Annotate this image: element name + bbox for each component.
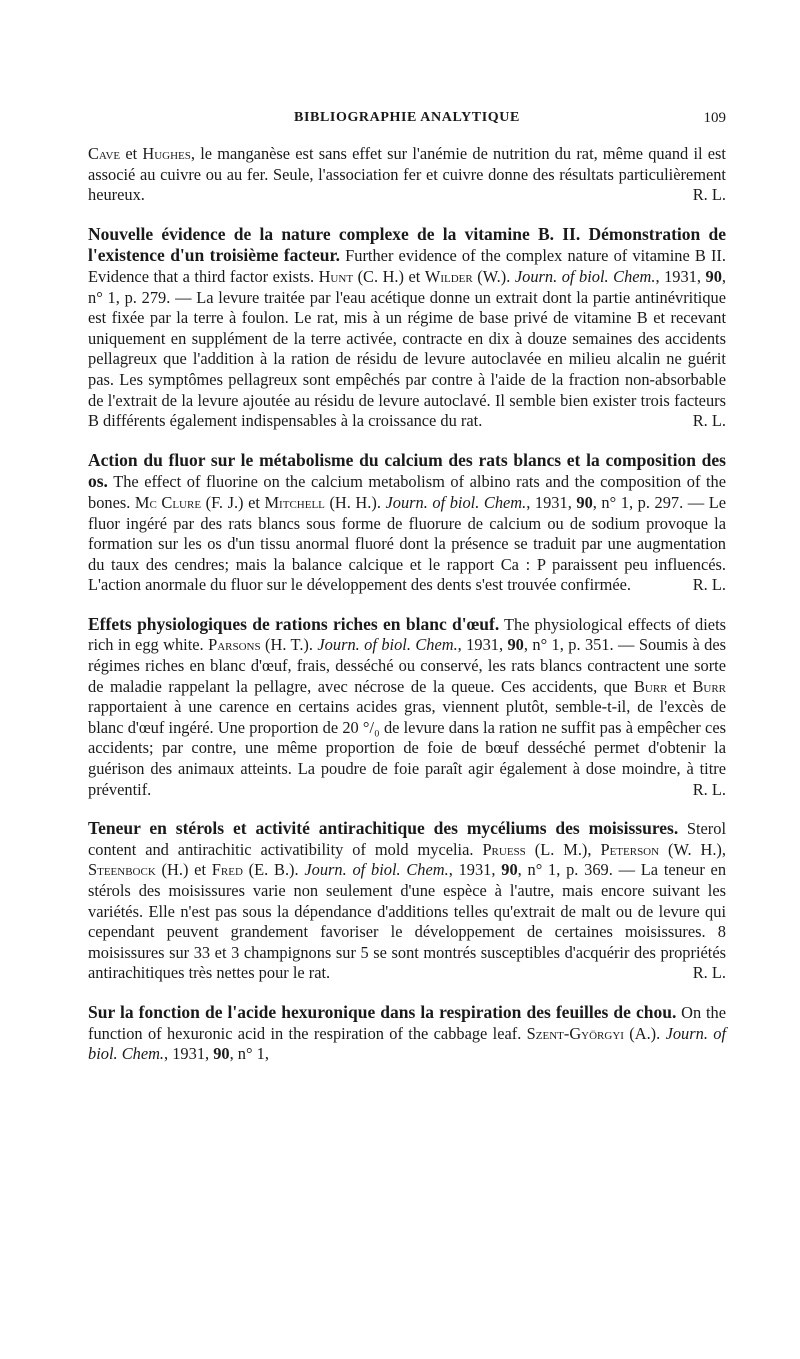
journal-name: Journ. of biol. Chem. [304,860,449,880]
entry-heading: Effets physiologiques de rations riches en blanc d'œuf. [88,613,500,634]
abstract-entry [88,450,726,596]
journal-name: Journ. of biol. Chem. [385,492,527,512]
volume-number: 90 [507,635,524,655]
abstract-body: Action du fluor sur le métabolisme du calcium des rats blancs et la composition des os. The effect of fluorine on the calcium metabolism of albino rats and the composition of the bones. Mc Clure (F. J.) et Mitchell (H. H.). Journ. of biol. Chem., 1931, 90, n° 1, p. 297. — Le fluor ingéré par des rats blancs sous forme de fluorure de calcium ou de sodium provoque la formation sur les os d'un tissu anormal fluoré dont la présence se traduit par une augmentation du taux des cendres; mais la balance calcique et le rapport Ca : P paraissent peu influencés. L'action anormale du fluor sur le développement des dents s'est trouvée confirmée. R. L. [88,449,727,595]
entry-heading: Teneur en stérols et activité antirachitique des mycéliums des moisissures. [88,818,679,839]
author-name: Steenbock [88,860,156,880]
abstract-entry [88,224,726,432]
author-name: Wilder [424,266,473,286]
abstract-entry-continuation [88,144,726,206]
entry-heading: Sur la fonction de l'acide hexuronique dans la respiration des feuilles de chou. [88,1001,677,1022]
abstract-body: Teneur en stérols et activité antirachitique des mycéliums des moisissures. Sterol content and antirachitic activatibility of mold mycelia. Pruess (L. M.), Peterson (W. H.), Steenbock (H.) et Fred (E. B.). Journ. of biol. Chem., 1931, 90, n° 1, p. 369. — La teneur en stérols des moisissures varie non seulement d'une espèce à l'autre, mais encore suivant les variétés. Elle n'est pas sous la dépendance d'additions telles qu'extrait de malt ou de levure qui cependant peuvent grandement favoriser le développement de certaines moisissures. 8 moisissures sur 33 et 3 champignons sur 5 se sont montrés susceptibles d'acquérir des propriétés antirachitiques très nettes pour le rat. R. L. [88,818,727,983]
abstract-entry [88,818,726,984]
author-name: Pruess [482,839,526,859]
author-name: Burr [633,676,668,696]
reviewer-signature: R. L. [692,963,726,983]
abstract-entry [88,614,726,800]
journal-name: Journ. of biol. Chem. [317,635,458,655]
abstract-body: Sur la fonction de l'acide hexuronique dans la respiration des feuilles de chou. On the function of hexuronic acid in the respiration of the cabbage leaf. Szent-Györgyi (A.). Journ. of biol. Chem., 1931, 90, n° 1, [88,1001,726,1064]
author-name: Hughes [142,144,191,163]
author-name: Szent-Györgyi [526,1023,624,1043]
author-name: Hunt [318,266,354,286]
author-name: Fred [211,860,243,880]
abstract-body: Nouvelle évidence de la nature complexe de la vitamine B. II. Démonstration de l'existence d'un troisième facteur. Further evidence of the complex nature of vitamine B II. Evidence that a third factor exists. Hunt (C. H.) et Wilder (W.). Journ. of biol. Chem., 1931, 90, n° 1, p. 279. — La levure traitée par l'eau acétique donne un extrait dont la partie antinévritique est fixée par la terre à foulon. Le rat, mis à un régime de base privé de vitamine B et recevant uniquement en supplément de la terre activée, contracte en dix à douze semaines des accidents pellagreux que l'addition à la ration de résidu de levure autoclavée en milieu alcalin ne guérit pas. Les symptômes pellagreux sont empêchés par contre à l'aide de la fraction non-absorbable de l'extrait de la levure ajoutée au résidu de levure autoclavé. Il semble bien exister trois facteurs B différents également indispensables à la croissance du rat. R. L. [88,223,727,431]
author-name: Parsons [208,635,261,655]
abstract-body: Cave et Hughes, le manganèse est sans effet sur l'anémie de nutrition du rat, même quand il est associé au cuivre ou au fer. Seule, l'association fer et cuivre donne des résultats particulièrement heureux. R. L. [88,144,726,205]
reviewer-signature: R. L. [692,185,726,205]
entry-heading: Action du fluor sur le métabolisme du calcium des rats blancs et la composition des os. [88,449,726,492]
journal-name: Journ. of biol. Chem. [88,1023,726,1064]
reviewer-signature: R. L. [692,411,726,431]
entry-heading: Nouvelle évidence de la nature complexe de la vitamine B. II. Démonstration de l'existence d'un troisième facteur. [88,223,726,266]
page-number: 109 [703,110,726,126]
volume-number: 90 [576,492,593,512]
author-name: Peterson [600,839,660,859]
volume-number: 90 [501,860,518,880]
journal-name: Journ. of biol. Chem. [514,266,656,286]
running-head [88,108,726,130]
reviewer-signature: R. L. [692,779,726,799]
volume-number: 90 [213,1044,230,1064]
volume-number: 90 [705,266,722,286]
reviewer-signature: R. L. [692,575,726,595]
abstract-entry [88,1002,726,1065]
author-name: Mitchell [264,492,325,512]
author-name: Burr [692,676,726,696]
author-name: Mc Clure [134,492,202,512]
author-name: Cave [88,144,121,163]
running-title: BIBLIOGRAPHIE ANALYTIQUE [294,110,520,125]
abstract-body: Effets physiologiques de rations riches en blanc d'œuf. The physiological effects of diets rich in egg white. Parsons (H. T.). Journ. of biol. Chem., 1931, 90, n° 1, p. 351. — Soumis à des régimes riches en blanc d'œuf, frais, desséché ou conservé, les rats blancs contractent une sorte de maladie rappelant la pellagre, avec nécrose de la queue. Ces accidents, que Burr et Burr rapportaient à une carence en certains acides gras, viennent plutôt, semble-t-il, de l'excès de blanc d'œuf ingéré. Une proportion de 20 °/₀ de levure dans la ration ne suffit pas à empêcher ces accidents; par contre, une même proportion de foie de bœuf desséché permet d'obtenir la guérison des animaux atteints. La poudre de foie paraît agir également à dose moindre, à titre préventif. R. L. [88,613,727,799]
